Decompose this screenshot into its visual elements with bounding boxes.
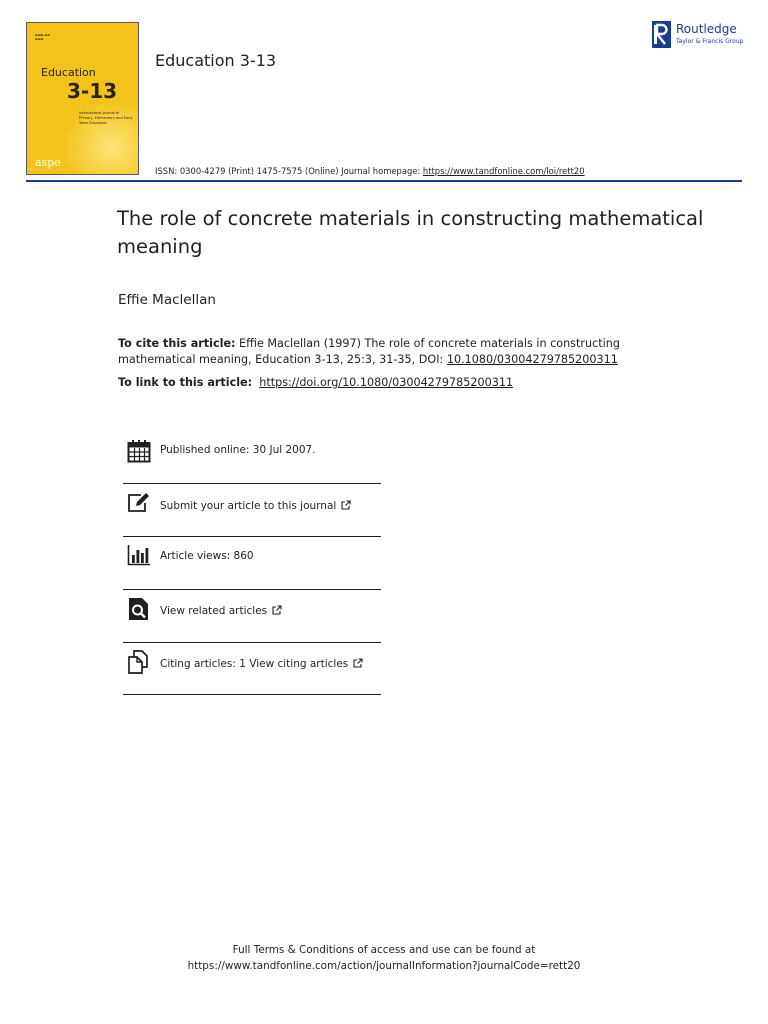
- article-title: The role of concrete materials in constructing mathematical meaning: [117, 207, 704, 258]
- published-online-text: Published online: 30 Jul 2007.: [160, 444, 316, 456]
- brand-name: Routledge: [676, 22, 737, 36]
- bar-chart-icon: [127, 543, 151, 567]
- external-link-icon: [341, 500, 351, 510]
- citing-documents-icon: [127, 650, 151, 674]
- routledge-r-logo-icon: [652, 21, 671, 48]
- external-link-icon: [353, 658, 363, 668]
- list-divider: [123, 483, 381, 484]
- citing-articles-link[interactable]: Citing articles: 1 View citing articles: [160, 658, 349, 670]
- list-divider: [123, 642, 381, 643]
- brand-tagline: Taylor & Francis Group: [676, 38, 744, 45]
- citation-text: Effie Maclellan (1997) The role of concrete materials in constructing mathematical meaning, Education 3-13, 25:3, 31-35, DOI:: [118, 337, 620, 366]
- article-author: Effie Maclellan: [118, 292, 216, 308]
- article-views-text: Article views: 860: [160, 550, 254, 562]
- submit-article-link[interactable]: Submit your article to this journal: [160, 500, 337, 512]
- footer-terms-text: Full Terms & Conditions of access and use can be found at: [232, 944, 536, 956]
- article-doi-link[interactable]: https://doi.org/10.1080/03004279785200311: [259, 376, 514, 389]
- journal-homepage-link[interactable]: https://www.tandfonline.com/loi/rett20: [422, 166, 585, 176]
- related-articles-link[interactable]: View related articles: [160, 605, 268, 617]
- edit-pencil-icon: [127, 491, 151, 515]
- journal-cover-image: [26, 22, 139, 175]
- cover-number: 3-13: [67, 79, 118, 103]
- footer-terms-link[interactable]: https://www.tandfonline.com/action/journalInformation?journalCode=rett20: [187, 960, 581, 972]
- issn-text: ISSN: 0300-4279 (Print) 1475-7575 (Online) Journal homepage:: [155, 166, 423, 176]
- list-divider: [123, 536, 381, 537]
- cover-small-print: ▬▬▬ ▬▬ ▬▬▬: [35, 33, 51, 41]
- citing-articles-row[interactable]: [123, 650, 381, 703]
- citation-doi-link[interactable]: 10.1080/03004279785200311: [446, 353, 618, 366]
- header-rule: [26, 180, 742, 182]
- cover-title: Education: [41, 66, 96, 79]
- journal-name: Education 3-13: [155, 51, 277, 70]
- citation-label: To cite this article:: [118, 337, 236, 350]
- footer: [0, 942, 768, 974]
- cover-subtitle: International Journal of Primary, Elementary and Early Years Education: [79, 111, 133, 125]
- cover-logo: aspe: [35, 156, 61, 169]
- article-link: [118, 376, 513, 389]
- issn-line: [155, 166, 585, 176]
- list-divider: [123, 589, 381, 590]
- list-divider: [123, 694, 381, 695]
- article-link-label: To link to this article:: [118, 376, 253, 389]
- calendar-icon: [127, 439, 151, 463]
- citation: [118, 336, 678, 368]
- external-link-icon: [272, 605, 282, 615]
- search-document-icon: [127, 597, 151, 621]
